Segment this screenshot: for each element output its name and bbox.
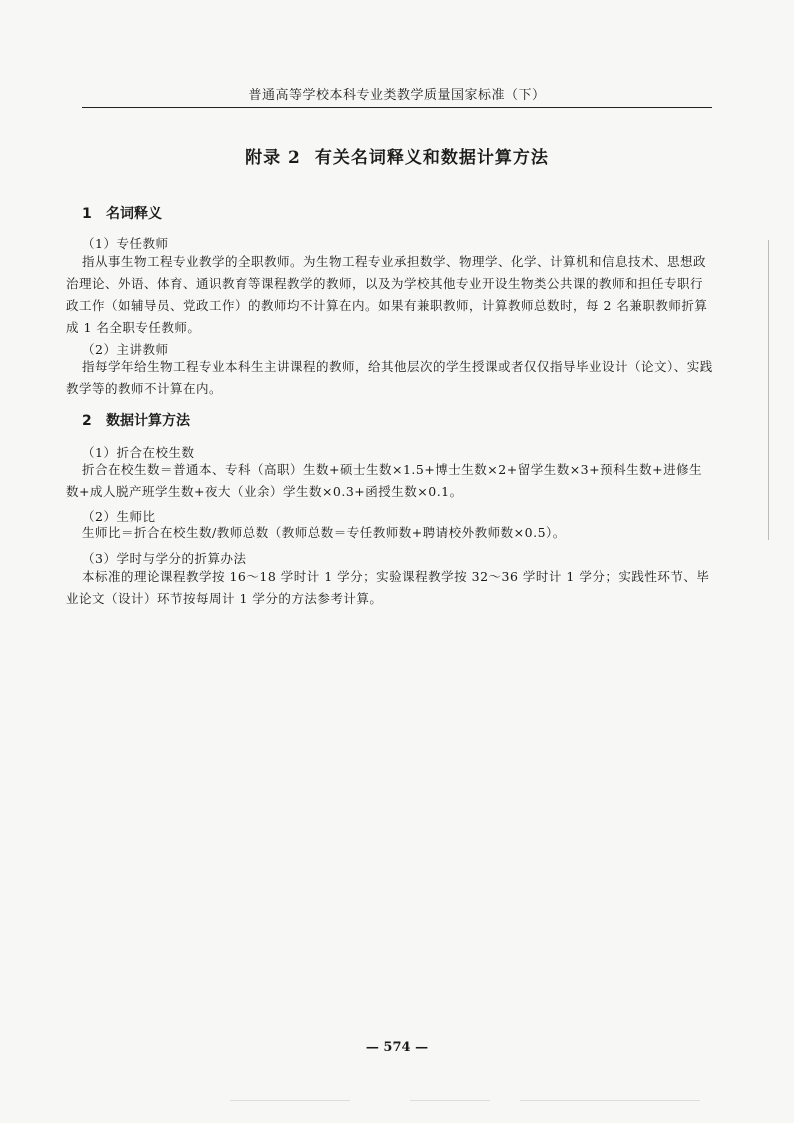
appendix-label: 附录 2 (245, 148, 301, 168)
paragraph: 指每学年给生物工程专业本科生主讲课程的教师，给其他层次的学生授课或者仅仅指导毕业设计（论文）、实践教学等的教师不计算在内。 (66, 359, 713, 396)
paragraph: 生师比＝折合在校生数/教师总数（教师总数＝专任教师数+聘请校外教师数×0.5）。 (82, 525, 566, 540)
paragraph: 折合在校生数＝普通本、专科（高职）生数+硕士生数×1.5+博士生数×2+留学生数×3+预科生数+进修生数+成人脱产班学生数+夜大（业余）学生数×0.3+函授生数×0.1。 (66, 462, 703, 499)
subsection-heading: （3）学时与学分的折算办法 (82, 551, 247, 566)
section-number: 2 (82, 413, 92, 429)
page-number: — 574 — (365, 1040, 429, 1055)
scan-edge-line (768, 240, 769, 540)
section-title: 数据计算方法 (106, 413, 190, 429)
appendix-title-text: 有关名词释义和数据计算方法 (314, 148, 549, 168)
section-heading-1 (82, 203, 162, 223)
section-number: 1 (82, 206, 92, 222)
scan-noise (230, 1100, 350, 1101)
section-heading-2 (82, 410, 190, 430)
paragraph: 指从事生物工程专业教学的全职教师。为生物工程专业承担数学、物理学、化学、计算机和信息技术、思想政治理论、外语、体育、通识教育等课程教学的教师，以及为学校其他专业开设生物类公共课的教师和担任专职行政工作（如辅导员、党政工作）的教师均不计算在内。如果有兼职教师，计算教师总数时，每 2 名兼职教师折算成 1 名全职专任教师。 (66, 254, 708, 335)
scan-noise (410, 1100, 490, 1101)
scan-noise (520, 1100, 700, 1101)
running-header: 普通高等学校本科专业类教学质量国家标准（下） (248, 88, 546, 103)
section-title: 名词释义 (106, 206, 162, 222)
subsection-heading: （2）主讲教师 (82, 342, 169, 357)
header-rule (82, 107, 712, 108)
subsection-heading: （1）专任教师 (82, 236, 169, 251)
subsection-heading: （2）生师比 (82, 509, 156, 524)
appendix-title (0, 143, 794, 168)
paragraph: 本标准的理论课程教学按 16～18 学时计 1 学分；实验课程教学按 32～36 学时计 1 学分；实践性环节、毕业论文（设计）环节按每周计 1 学分的方法参考计算。 (66, 569, 710, 606)
subsection-heading: （1）折合在校生数 (82, 445, 195, 460)
